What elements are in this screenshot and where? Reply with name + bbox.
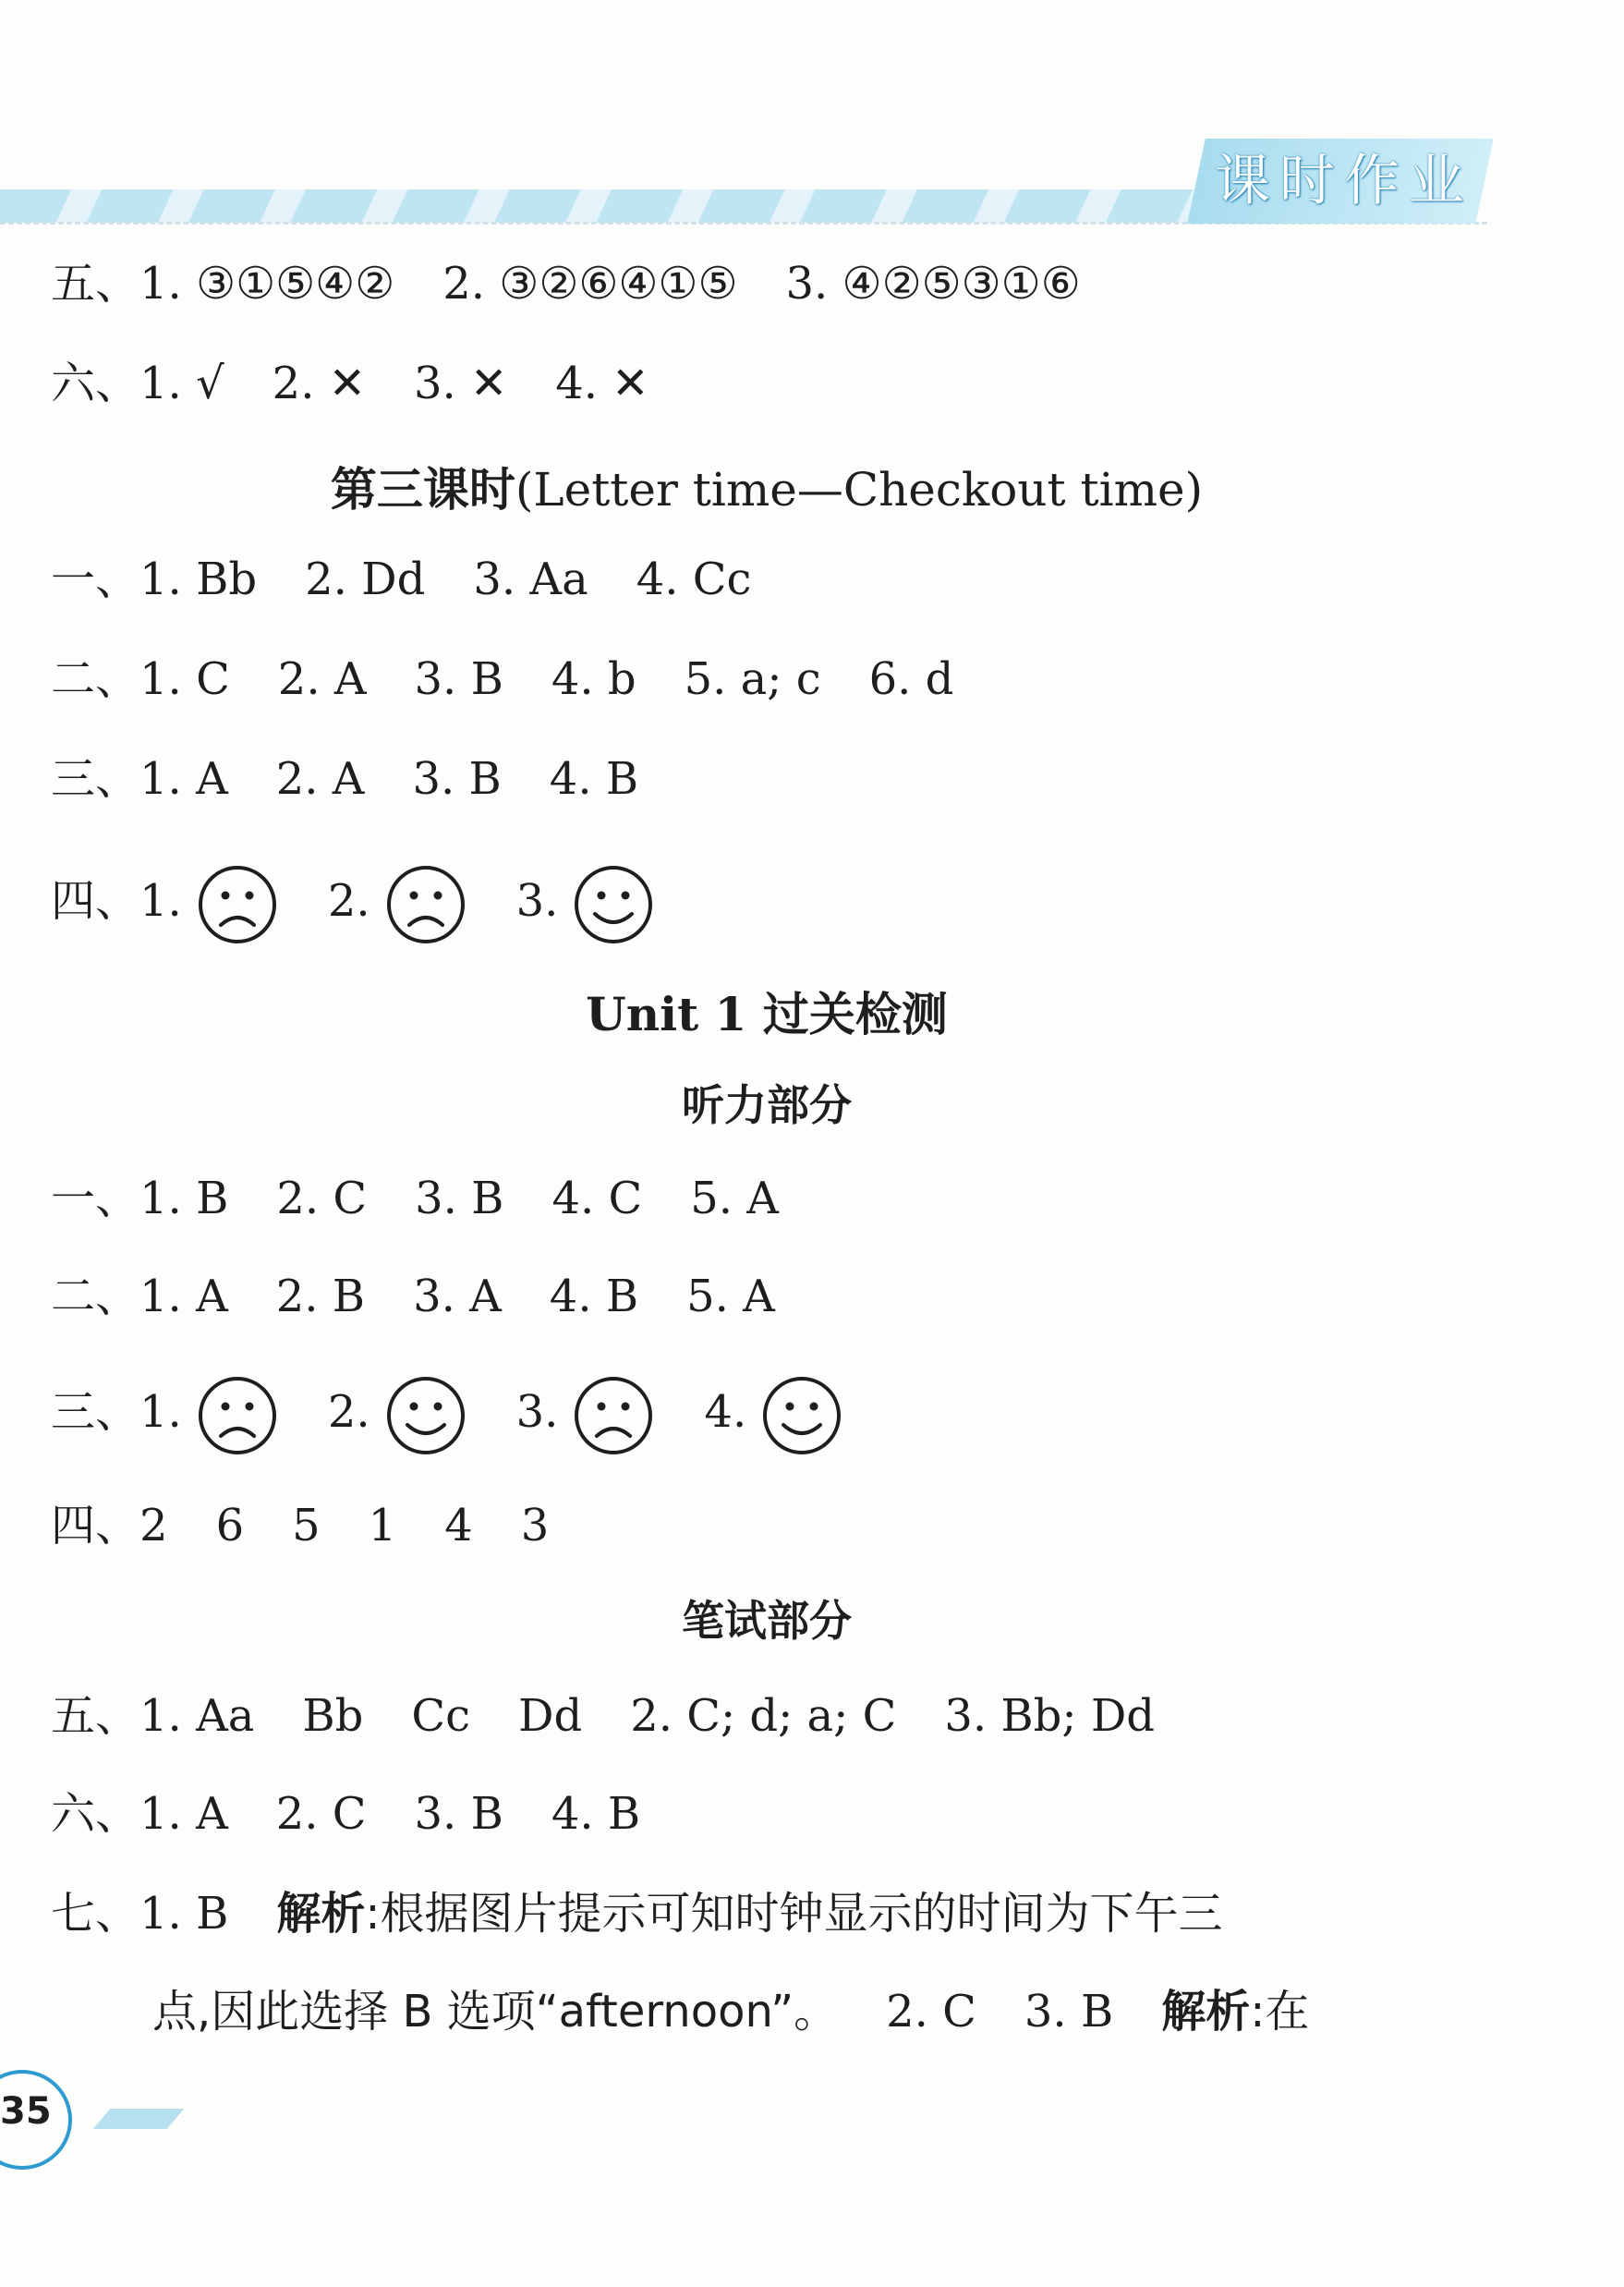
writing-row-7-line1 [51, 1881, 1223, 1946]
answer-item: 3. [515, 875, 559, 927]
answer-item: 3. B [415, 1173, 504, 1224]
answer-item: 1. Aa [139, 1690, 255, 1742]
answer-item: 1. C [139, 653, 230, 705]
answer-item: 4. [704, 1386, 747, 1438]
answer-item: 1. A [139, 1788, 228, 1840]
explanation-text: :在 [1250, 1986, 1310, 2038]
explanation-label: 解析 [1161, 1986, 1251, 2038]
answer-item: 2 [139, 1500, 168, 1551]
face-icon [571, 862, 656, 947]
face-icon [195, 862, 280, 947]
answer-item: 2. A [275, 753, 365, 805]
explanation-text: 点,因此选择 B 选项“afternoon”。 [152, 1986, 839, 2038]
answer-item: 4. Cc [636, 554, 752, 605]
answer-item: 2. [327, 875, 370, 927]
answer-item: 1. [139, 875, 182, 927]
answer-item: 2. C [886, 1986, 976, 2038]
answer-row-2 [51, 647, 953, 712]
answer-item: 4. C [551, 1173, 643, 1224]
writing-section-title: 笔试部分 [682, 1596, 852, 1646]
unit-test-title [0, 978, 1533, 1044]
explanation-label: 解析 [276, 1888, 366, 1940]
unit-test-title-cn: 过关检测 [762, 988, 948, 1041]
answer-item: Bb [302, 1690, 364, 1742]
answer-item: 2. C [276, 1173, 368, 1224]
listening-row-2 [51, 1264, 775, 1329]
answer-item: 3. Bb; Dd [944, 1690, 1156, 1742]
answer-item: 2. ✕ [272, 358, 366, 409]
answer-item: 1 [368, 1500, 397, 1551]
answer-item: 3. B [412, 753, 502, 805]
answer-item: 2. ③②⑥④①⑤ [442, 258, 738, 310]
answer-item: 2. C; d; a; C [630, 1690, 897, 1742]
answer-item: 3. Aa [473, 554, 588, 605]
answer-item: 4. b [551, 653, 636, 705]
faces-row-unit [51, 1366, 844, 1458]
writing-row-7-line2 [152, 1979, 1309, 2044]
answer-item: 2. A [277, 653, 367, 705]
answer-item: 3 [520, 1500, 550, 1551]
writing-row-5 [51, 1684, 1155, 1748]
answer-item: 2. C [275, 1788, 367, 1840]
answer-item: 3. ✕ [413, 358, 508, 409]
answer-item: 1. A [139, 753, 228, 805]
answer-item: 4 [444, 1500, 473, 1551]
brand-title: 课时作业 [1215, 149, 1473, 213]
row-prefix: 二、 [51, 1271, 140, 1322]
answer-item: 3. B [414, 1788, 503, 1840]
answer-row-1 [51, 547, 751, 612]
row-prefix: 三、 [51, 753, 140, 805]
page-number: 35 [0, 2090, 52, 2133]
answer-item: 1. Bb [139, 554, 258, 605]
answer-item: 3. [515, 1386, 559, 1438]
answer-row-3 [51, 747, 638, 811]
row-prefix: 五、 [51, 1690, 140, 1742]
faces-row-lesson3 [51, 855, 656, 947]
answer-item: Dd [517, 1690, 583, 1742]
footer-stripe [93, 2109, 184, 2129]
header-stripe-band [0, 189, 1219, 223]
row-prefix: 七、 [51, 1888, 140, 1940]
answer-item: 5. A [686, 1271, 775, 1322]
row-prefix: 四、 [51, 875, 140, 927]
row-prefix: 六、 [51, 1788, 140, 1840]
answer-item: 3. A [413, 1271, 502, 1322]
answer-item: 1. B [139, 1173, 229, 1224]
answer-item: 3. ④②⑤③①⑥ [785, 258, 1081, 310]
answer-item: 2. [327, 1386, 370, 1438]
lesson3-title-cn: 第三课时 [330, 463, 515, 517]
row-prefix: 五、 [51, 258, 140, 310]
unit-test-title-en: Unit 1 [586, 987, 747, 1041]
listening-row-1 [51, 1166, 779, 1231]
answer-item: 1. A [139, 1271, 228, 1322]
row-prefix: 四、 [51, 1500, 140, 1551]
answer-item: 1. ③①⑤④② [139, 258, 395, 310]
lesson3-title [0, 453, 1533, 519]
writing-row-6 [51, 1782, 640, 1846]
answer-item: 4. B [551, 1788, 641, 1840]
answer-item: 6. d [868, 653, 954, 705]
answer-item: 2. Dd [305, 554, 426, 605]
face-icon [571, 1373, 656, 1458]
explanation-text: :根据图片提示可知时钟显示的时间为下午三 [365, 1888, 1223, 1940]
lesson3-title-en: (Letter time—Checkout time) [515, 463, 1204, 517]
face-icon [383, 1373, 468, 1458]
row-prefix: 一、 [51, 1173, 140, 1224]
answer-item: 6 [215, 1500, 245, 1551]
answer-item: 4. B [549, 753, 639, 805]
answer-item: 2. B [275, 1271, 366, 1322]
answer-item: 5. A [690, 1173, 779, 1224]
answer-item: 5 [292, 1500, 321, 1551]
answer-item: 3. B [1024, 1986, 1114, 2038]
answer-item: 1. √ [139, 358, 224, 409]
row-prefix: 三、 [51, 1386, 140, 1438]
answer-item: Cc [411, 1690, 470, 1742]
row-prefix: 六、 [51, 358, 140, 409]
answer-item: 1. [139, 1386, 182, 1438]
listening-section-title: 听力部分 [682, 1080, 852, 1130]
answer-row-5 [51, 251, 1081, 316]
answer-item: 4. ✕ [555, 358, 649, 409]
order-row [51, 1493, 549, 1558]
answer-item: 4. B [549, 1271, 639, 1322]
face-icon [759, 1373, 844, 1458]
row-prefix: 二、 [51, 653, 140, 705]
face-icon [195, 1373, 280, 1458]
answer-row-6 [51, 351, 649, 416]
answer-item: 3. B [414, 653, 503, 705]
row-prefix: 一、 [51, 554, 140, 605]
answer-item: 5. a; c [684, 653, 821, 705]
answer-item: 1. B [139, 1888, 229, 1940]
face-icon [383, 862, 468, 947]
